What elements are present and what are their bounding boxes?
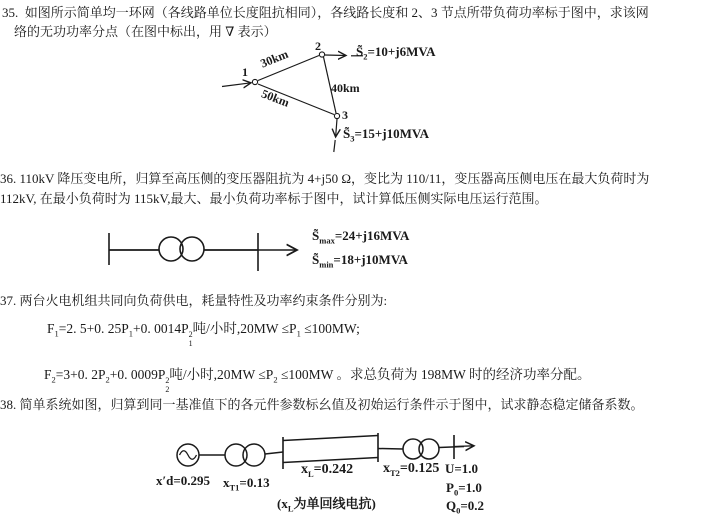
- xt2-sub: T2: [390, 467, 400, 478]
- smin-label: [312, 253, 408, 269]
- p0-sub: 0: [453, 487, 459, 498]
- feeder-arrow-node1: [222, 83, 251, 87]
- s2-value: =10+j6MVA: [367, 44, 436, 59]
- f1-seg4: ≤100MW;: [300, 321, 360, 336]
- xt2-label: [383, 462, 439, 477]
- xd-label: x′d=0.295: [156, 473, 211, 488]
- q0-base: Q: [446, 498, 457, 513]
- f1-seg3: 吨/小时,20MW ≤P: [192, 321, 297, 336]
- node-3-circle: [334, 113, 339, 118]
- load-s3-label: [343, 127, 429, 143]
- smax-label: [312, 229, 409, 245]
- problem-35-text1: 如图所示简单均一环网（各线路单位长度阻抗相同），各线路长度和 2、3 节点所带负荷功率标于图中，求该网: [24, 5, 649, 20]
- f2-seg4: ≤100MW 。求总负荷为 198MW 时的经济功率分配。: [277, 367, 591, 382]
- load-lead-node3: [334, 140, 335, 152]
- note-sub: L: [287, 503, 294, 514]
- load-s2-label: [356, 45, 436, 61]
- line-1-2-length-label: 30km: [258, 46, 291, 71]
- problem-35-line2: 络的无功功率分点（在图中标出，用 ∇ 表示）: [14, 24, 277, 39]
- problem-37-line1: [0, 293, 387, 308]
- q0-value: =0.2: [460, 498, 485, 513]
- node-3-label: 3: [342, 108, 348, 122]
- xl-sub: L: [308, 468, 314, 479]
- generator-sine-icon: [180, 451, 197, 460]
- problem-36-line2: 112kV, 在最小负荷时为 115kV,最大、最小负荷功率标于图中，试计算低压侧实际电压运行范围。: [0, 191, 548, 206]
- smax-value: =24+j16MVA: [334, 228, 410, 243]
- xt2-base: x: [383, 461, 390, 476]
- f1-seg2: +0. 0014P: [133, 321, 189, 336]
- f2-seg1: =3+0. 2P: [55, 367, 106, 382]
- smin-value: =18+j10MVA: [333, 252, 408, 267]
- line-1-3-length-label: 50km: [259, 86, 292, 110]
- smax-symbol: S̃: [312, 228, 320, 243]
- problem-35-number: 35.: [2, 5, 19, 20]
- line-t2-link: [378, 449, 403, 450]
- s3-subscript: 3: [350, 133, 355, 144]
- node-1-label: 1: [242, 65, 248, 79]
- f1-base-sub: 1: [54, 328, 59, 339]
- q0-sub: 0: [456, 505, 461, 516]
- smin-subscript: min: [319, 259, 334, 270]
- f1-p-sub: 1: [188, 339, 193, 349]
- xt2-value: =0.125: [399, 461, 440, 476]
- f1-base: F: [47, 321, 55, 336]
- xl-base: x: [301, 462, 308, 477]
- problem-37-number: 37.: [0, 293, 17, 308]
- f1-seg3-sub: 1: [296, 328, 301, 339]
- p0-base: P: [446, 480, 454, 495]
- t1-line-link: [265, 452, 283, 454]
- q0-label: [446, 499, 484, 515]
- f1-seg1: =2. 5+0. 25P: [58, 321, 129, 336]
- u-label: U=1.0: [445, 461, 479, 476]
- load-arrow-node2: [325, 55, 346, 56]
- f2-seg2: +0. 0009P: [109, 367, 166, 382]
- f2-seg3: 吨/小时,20MW ≤P: [169, 367, 274, 382]
- circuit-line-top: [283, 436, 378, 441]
- note-post: 为单回线电抗): [293, 496, 376, 511]
- problem-36-line1: [0, 171, 649, 186]
- xt1-base: x: [223, 475, 230, 490]
- xl-value: =0.242: [313, 462, 354, 477]
- f2-p-sub: 2: [165, 385, 170, 395]
- f2-base: F: [44, 367, 52, 382]
- f1-p-sup: 2: [188, 330, 193, 339]
- f2-base-sub: 2: [51, 374, 56, 385]
- xt1-sub: T1: [229, 482, 240, 493]
- problem-36-text1: 110kV 降压变电所，归算至高压侧的变压器阻抗为 4+j50 Ω，变比为 110/11，变压器高压侧电压在最大负荷时为: [19, 171, 650, 186]
- problem-38-number: 38.: [0, 397, 17, 412]
- s3-symbol: S̃: [343, 126, 351, 141]
- f1-seg1-sub: 1: [128, 328, 134, 339]
- note-pre: (x: [277, 496, 288, 511]
- cost-function-2: [44, 367, 590, 394]
- line-2-3-length-label: 40km: [331, 81, 360, 95]
- substation-diagram: [95, 225, 310, 285]
- smax-subscript: max: [319, 235, 335, 246]
- problem-36-number: 36.: [0, 171, 17, 186]
- s2-symbol: S̃: [356, 44, 364, 59]
- xl-note-label: [277, 497, 376, 513]
- f2-p-sup: 2: [165, 376, 170, 385]
- s2-subscript: 2: [363, 51, 368, 62]
- smin-symbol: S̃: [312, 252, 320, 267]
- xl-label: [301, 463, 353, 478]
- problem-37-intro: 两台火电机组共同向负荷供电，耗量特性及功率约束条件分别为:: [19, 293, 388, 308]
- node-2-label: 2: [315, 39, 321, 53]
- f2-seg3-sub: 2: [273, 374, 278, 385]
- ring-network-diagram: [210, 40, 500, 165]
- load-arrow-node3: [336, 119, 337, 137]
- p0-label: [446, 481, 482, 497]
- problem-35-line1: [2, 5, 649, 20]
- node-1-circle: [252, 79, 257, 84]
- problem-38-text1: 简单系统如图，归算到同一基准值下的各元件参数标幺值及初始运行条件示于图中，试求静态稳定储备系数。: [19, 397, 644, 412]
- xt1-value: =0.13: [239, 475, 270, 490]
- t2-winding-1: [403, 439, 423, 459]
- f2-seg1-sub: 2: [105, 374, 110, 385]
- s3-value: =15+j10MVA: [354, 126, 429, 141]
- xt1-label: [223, 476, 270, 492]
- bus-load-arrow: [454, 446, 474, 447]
- p0-value: =1.0: [458, 480, 482, 495]
- problem-38-line1: [0, 397, 644, 412]
- cost-function-1: [47, 321, 360, 348]
- t2-winding-2: [419, 439, 439, 459]
